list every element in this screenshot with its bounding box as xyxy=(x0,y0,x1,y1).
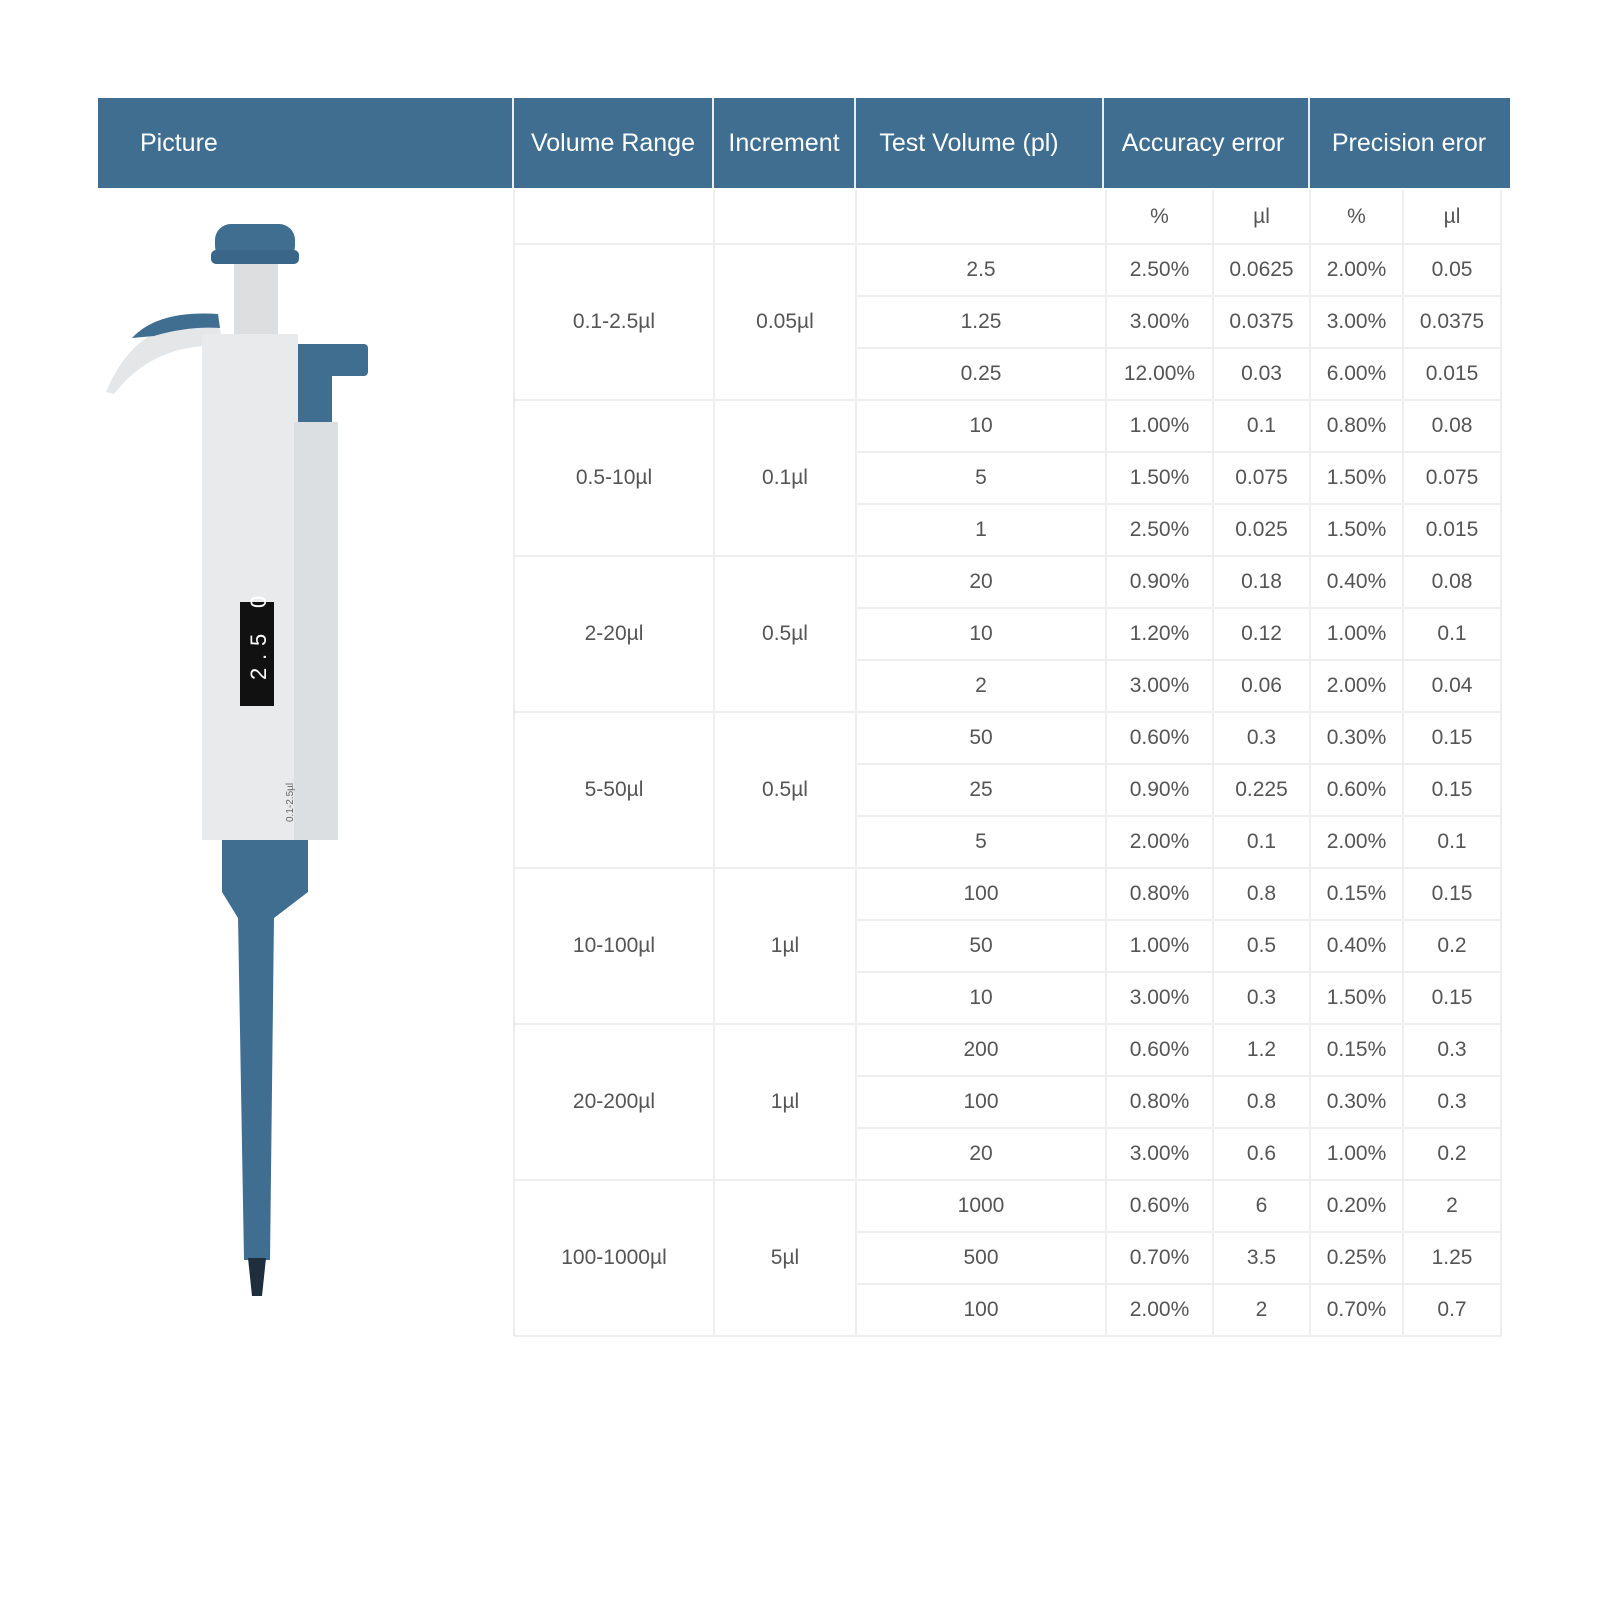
table-cell: 2.00% xyxy=(1129,830,1190,853)
table-cell: 0.05 xyxy=(1431,258,1473,281)
table-cell: 0.2 xyxy=(1437,1142,1467,1165)
table-cell: 2.50% xyxy=(1129,258,1190,281)
table-cell: 0.15 xyxy=(1431,778,1473,801)
column-divider xyxy=(855,190,857,1336)
display-digit: 2 xyxy=(246,667,271,680)
body-volume-label: 0.1-2.5µl xyxy=(285,782,296,822)
table-cell: 2.5 xyxy=(966,258,996,281)
table-cell: 10 xyxy=(969,986,993,1009)
table-cell: 2 xyxy=(1255,1298,1268,1321)
table-cell: 0.1 xyxy=(1246,414,1277,437)
table-cell: 5 xyxy=(975,466,987,489)
pipette-image xyxy=(98,210,378,1330)
table-cell: 0.7 xyxy=(1437,1298,1467,1321)
increment-cell: 0.5µl xyxy=(762,622,808,645)
table-cell: 100 xyxy=(963,1090,999,1113)
table-cell: 0.6 xyxy=(1246,1142,1277,1165)
table-cell: 0.60% xyxy=(1326,778,1387,801)
display-digit: . xyxy=(246,653,271,660)
table-cell: 1.00% xyxy=(1326,622,1387,645)
subheader-cell: µl xyxy=(1443,205,1461,228)
table-cell: 0.3 xyxy=(1246,986,1277,1009)
table-cell: 0.70% xyxy=(1129,1246,1190,1269)
table-cell: 2.50% xyxy=(1129,518,1190,541)
tip-ejector-arm xyxy=(298,344,332,424)
increment-cell: 5µl xyxy=(770,1246,800,1269)
table-cell: 2 xyxy=(1446,1194,1458,1217)
table-cell: 0.08 xyxy=(1431,414,1473,437)
table-cell: 1.20% xyxy=(1129,622,1190,645)
table-cell: 0.06 xyxy=(1241,674,1282,697)
increment-cell: 0.05µl xyxy=(756,310,814,333)
table-cell: 100 xyxy=(963,1298,999,1321)
table-cell: 20 xyxy=(969,570,993,593)
table-cell: 0.90% xyxy=(1129,778,1190,801)
table-cell: 3.00% xyxy=(1129,1142,1190,1165)
table-cell: 1.00% xyxy=(1129,414,1190,437)
volume-range-cell: 100-1000µl xyxy=(561,1246,667,1269)
table-cell: 3.00% xyxy=(1129,674,1190,697)
table-cell: 10 xyxy=(969,414,993,437)
table-cell: 1.50% xyxy=(1326,466,1387,489)
increment-cell: 0.5µl xyxy=(762,778,808,801)
table-cell: 0.0625 xyxy=(1229,258,1294,281)
table-cell: 0.60% xyxy=(1129,1194,1190,1217)
table-cell: 0.80% xyxy=(1129,882,1190,905)
table-cell: 0.12 xyxy=(1241,622,1282,645)
table-cell: 50 xyxy=(969,726,993,749)
table-cell: 0.18 xyxy=(1241,570,1282,593)
table-cell: 0.08 xyxy=(1431,570,1473,593)
table-cell: 25 xyxy=(969,778,993,801)
header-test-volume: Test Volume (pl) xyxy=(879,129,1059,157)
volume-range-cell: 0.1-2.5µl xyxy=(572,310,656,333)
table-cell: 0.0375 xyxy=(1419,310,1485,333)
column-divider xyxy=(1309,190,1311,1336)
body-side-panel xyxy=(294,422,338,840)
table-cell: 1 xyxy=(975,518,987,541)
column-divider xyxy=(1500,190,1502,1336)
increment-cell: 1µl xyxy=(770,1090,800,1113)
table-cell: 0.1 xyxy=(1246,830,1277,853)
table-cell: 3.5 xyxy=(1246,1246,1277,1269)
display-digit: 5 xyxy=(246,633,271,646)
table-cell: 0.8 xyxy=(1246,1090,1277,1113)
table-cell: 5 xyxy=(975,830,987,853)
table-cell: 1.50% xyxy=(1129,466,1190,489)
volume-range-cell: 2-20µl xyxy=(584,622,644,645)
table-cell: 12.00% xyxy=(1123,362,1196,385)
table-cell: 0.2 xyxy=(1437,934,1467,957)
table-cell: 0.25% xyxy=(1326,1246,1387,1269)
table-cell: 0.3 xyxy=(1437,1090,1467,1113)
increment-cell: 1µl xyxy=(770,934,800,957)
table-cell: 6 xyxy=(1255,1194,1268,1217)
volume-range-cell: 20-200µl xyxy=(572,1090,656,1113)
table-cell: 1.2 xyxy=(1246,1038,1277,1061)
volume-range-cell: 0.5-10µl xyxy=(575,466,653,489)
volume-range-cell: 5-50µl xyxy=(584,778,644,801)
table-cell: 0.15 xyxy=(1431,726,1473,749)
table-cell: 0.15% xyxy=(1326,1038,1387,1061)
table-cell: 3.00% xyxy=(1129,310,1190,333)
column-divider xyxy=(713,190,715,1336)
table-cell: 1.25 xyxy=(1431,1246,1473,1269)
increment-cell: 0.1µl xyxy=(762,466,808,489)
table-cell: 0.1 xyxy=(1437,622,1467,645)
table-cell: 0.5 xyxy=(1246,934,1277,957)
table-cell: 50 xyxy=(969,934,993,957)
plunger-stem xyxy=(234,264,278,334)
subheader-cell: µl xyxy=(1253,205,1270,228)
table-cell: 0.40% xyxy=(1326,934,1387,957)
table-cell: 1.00% xyxy=(1129,934,1190,957)
shaft-tip xyxy=(248,1258,266,1296)
table-cell: 0.80% xyxy=(1129,1090,1190,1113)
header-volume-range: Volume Range xyxy=(530,129,695,157)
group-divider xyxy=(514,1335,1501,1337)
table-cell: 0.70% xyxy=(1326,1298,1387,1321)
table-cell: 0.03 xyxy=(1241,362,1282,385)
table-cell: 1.50% xyxy=(1326,986,1387,1009)
table-cell: 6.00% xyxy=(1326,362,1387,385)
display-digit: 0 xyxy=(246,595,271,608)
table-header xyxy=(98,98,1510,188)
table-cell: 0.04 xyxy=(1431,674,1473,697)
table-cell: 0.30% xyxy=(1326,1090,1387,1113)
table-cell: 0.015 xyxy=(1425,518,1479,541)
subheader-cell: % xyxy=(1347,205,1366,228)
table-cell: 0.8 xyxy=(1246,882,1277,905)
subheader-cell: % xyxy=(1150,205,1169,228)
table-cell: 0.0375 xyxy=(1229,310,1294,333)
table-cell: 3.00% xyxy=(1326,310,1387,333)
table-cell: 0.015 xyxy=(1425,362,1479,385)
table-cell: 2.00% xyxy=(1326,674,1387,697)
table-cell: 2.00% xyxy=(1326,258,1387,281)
table-cell: 0.40% xyxy=(1326,570,1387,593)
table-cell: 3.00% xyxy=(1129,986,1190,1009)
table-cell: 0.1 xyxy=(1437,830,1467,853)
table-cell: 0.15% xyxy=(1326,882,1387,905)
header-precision-error: Precision eror xyxy=(1331,129,1487,157)
shaft-collar xyxy=(222,840,308,918)
table-cell: 2.00% xyxy=(1326,830,1387,853)
table-cell: 0.60% xyxy=(1129,1038,1190,1061)
table-cell: 1.00% xyxy=(1326,1142,1387,1165)
column-divider xyxy=(1212,190,1214,1336)
header-accuracy-error: Accuracy error xyxy=(1121,129,1285,157)
column-divider xyxy=(513,190,515,1336)
table-cell: 2 xyxy=(975,674,987,697)
shaft xyxy=(238,916,274,1260)
table-cell: 1.25 xyxy=(960,310,1002,333)
table-cell: 0.30% xyxy=(1326,726,1387,749)
table-cell: 0.075 xyxy=(1235,466,1288,489)
table-cell: 1.50% xyxy=(1326,518,1387,541)
table-cell: 10 xyxy=(969,622,993,645)
table-cell: 0.15 xyxy=(1431,986,1473,1009)
table-cell: 0.25 xyxy=(960,362,1002,385)
header-picture: Picture xyxy=(140,129,218,157)
table-cell: 0.80% xyxy=(1326,414,1387,437)
table-cell: 0.90% xyxy=(1129,570,1190,593)
table-cell: 0.075 xyxy=(1425,466,1479,489)
table-cell: 200 xyxy=(963,1038,999,1061)
table-cell: 1000 xyxy=(957,1194,1005,1217)
table-cell: 0.025 xyxy=(1235,518,1288,541)
plunger-button-base xyxy=(211,250,299,264)
table-cell: 0.60% xyxy=(1129,726,1190,749)
table-cell: 0.20% xyxy=(1326,1194,1387,1217)
table-cell: 20 xyxy=(969,1142,993,1165)
table-cell: 0.3 xyxy=(1246,726,1277,749)
table-cell: 500 xyxy=(963,1246,999,1269)
column-divider xyxy=(1402,190,1404,1336)
table-cell: 0.15 xyxy=(1431,882,1473,905)
table-cell: 2.00% xyxy=(1129,1298,1190,1321)
table-cell: 0.3 xyxy=(1437,1038,1467,1061)
header-increment: Increment xyxy=(728,129,840,157)
volume-range-cell: 10-100µl xyxy=(572,934,656,957)
column-divider xyxy=(1105,190,1107,1336)
table-cell: 0.225 xyxy=(1235,778,1288,801)
table-cell: 100 xyxy=(963,882,999,905)
